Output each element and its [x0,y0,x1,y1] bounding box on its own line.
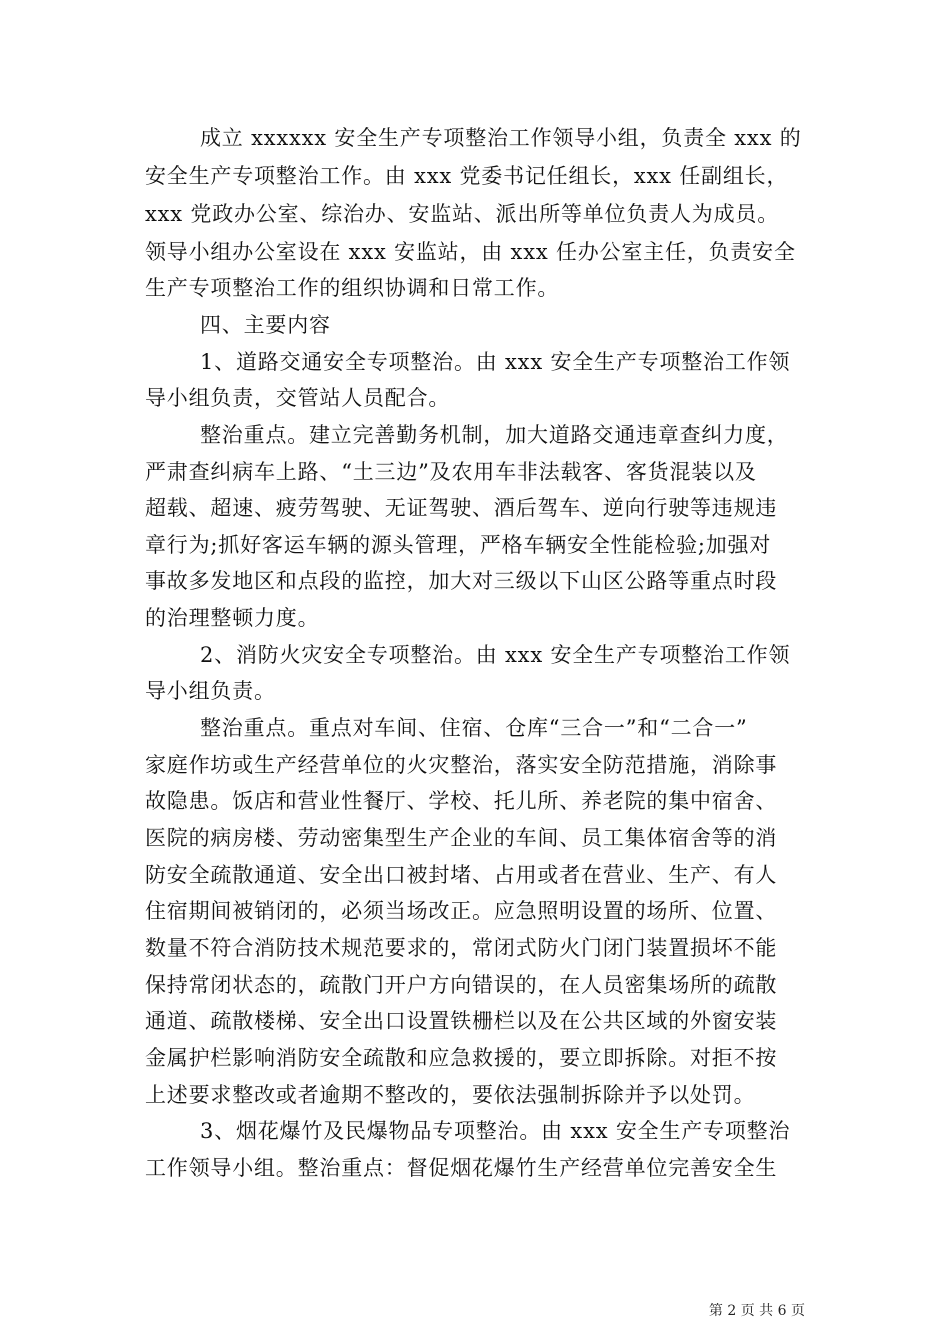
text-line: 领导小组办公室设在 xxx 安监站，由 xxx 任办公室主任，负责安全 [145,240,796,264]
text-line: 的治理整顿力度。 [145,606,320,630]
text-line: 金属护栏影响消防安全疏散和应急救援的，要立即拆除。对拒不按 [145,1046,778,1070]
text-line: 工作领导小组。整治重点：督促烟花爆竹生产经营单位完善安全生 [145,1156,778,1180]
text-line: 上述要求整改或者逾期不整改的，要依法强制拆除并予以处罚。 [145,1083,756,1107]
text-line: 严肃查纠病车上路、“土三边”及农用车非法载客、客货混装以及 [145,460,757,484]
section-heading: 四、主要内容 [200,313,331,337]
text-line: 导小组负责，交管站人员配合。 [145,386,451,410]
text-line: 事故多发地区和点段的监控，加大对三级以下山区公路等重点时段 [145,569,778,593]
text-line: 超载、超速、疲劳驾驶、无证驾驶、酒后驾车、逆向行驶等违规违 [145,496,778,520]
text-line: 住宿期间被销闭的，必须当场改正。应急照明设置的场所、位置、 [145,899,778,923]
text-line: 安全生产专项整治工作。由 xxx 党委书记任组长，xxx 任副组长， [145,164,789,188]
text-line: 1、道路交通安全专项整治。由 xxx 安全生产专项整治工作领 [200,350,791,374]
text-line: 3、烟花爆竹及民爆物品专项整治。由 xxx 安全生产专项整治 [200,1119,791,1143]
text-line: 章行为;抓好客运车辆的源头管理，严格车辆安全性能检验;加强对 [145,533,772,557]
text-line: 成立 xxxxxx 安全生产专项整治工作领导小组，负责全 xxx 的 [200,126,802,150]
text-line: 整治重点。建立完善勤务机制，加大道路交通违章查纠力度， [200,423,789,447]
text-line: 导小组负责。 [145,679,276,703]
text-line: 家庭作坊或生产经营单位的火灾整治，落实安全防范措施，消除事 [145,753,778,777]
text-line: 整治重点。重点对车间、住宿、仓库“三合一”和“二合一” [200,716,748,740]
text-line: 2、消防火灾安全专项整治。由 xxx 安全生产专项整治工作领 [200,643,791,667]
text-line: 通道、疏散楼梯、安全出口设置铁栅栏以及在公共区域的外窗安装 [145,1009,778,1033]
text-line: 保持常闭状态的，疏散门开户方向错误的，在人员密集场所的疏散 [145,973,778,997]
text-line: 生产专项整治工作的组织协调和日常工作。 [145,276,560,300]
text-line: xxx 党政办公室、综治办、安监站、派出所等单位负责人为成员。 [145,202,780,226]
text-line: 医院的病房楼、劳动密集型生产企业的车间、员工集体宿舍等的消 [145,826,778,850]
text-line: 故隐患。饭店和营业性餐厅、学校、托儿所、养老院的集中宿舍、 [145,789,778,813]
text-line: 防安全疏散通道、安全出口被封堵、占用或者在营业、生产、有人 [145,863,778,887]
text-line: 数量不符合消防技术规范要求的，常闭式防火门闭门装置损坏不能 [145,936,778,960]
page-number-footer: 第 2 页 共 6 页 [708,1303,805,1319]
